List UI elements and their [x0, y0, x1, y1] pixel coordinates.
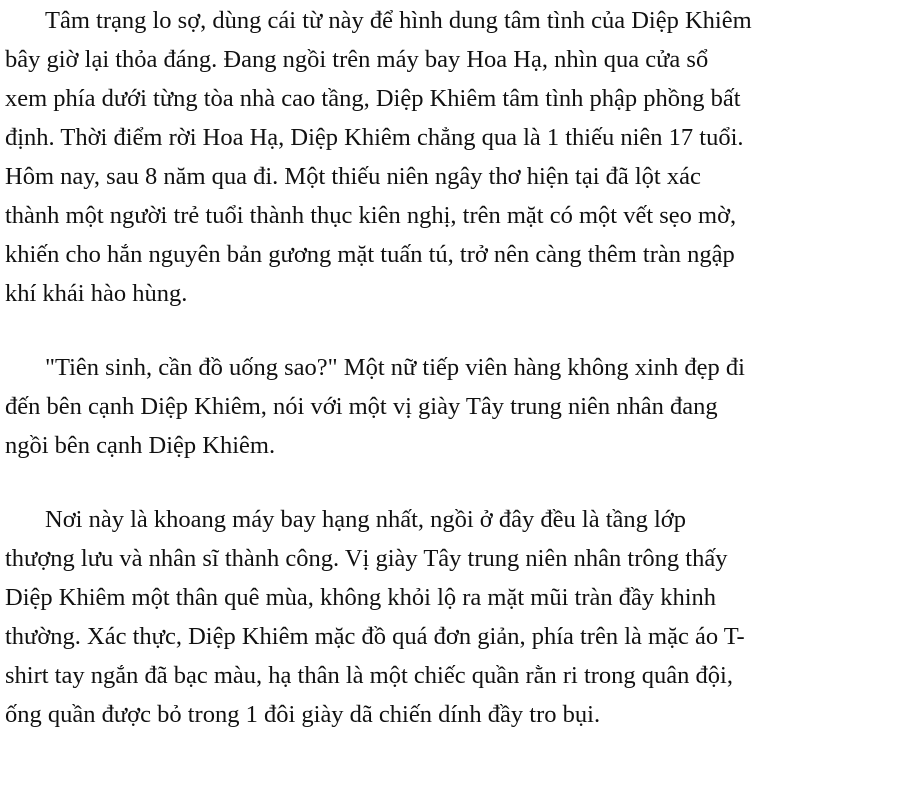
text-line: "Tiên sinh, cần đồ uống sao?" Một nữ tiếp viên hàng không xinh đẹp đi: [45, 354, 745, 381]
document-page: [5, 0, 917, 734]
paragraph-spacer: [5, 465, 917, 500]
paragraph-spacer: [5, 313, 917, 348]
text-line: ngồi bên cạnh Diệp Khiêm.: [5, 432, 276, 459]
text-line: Nơi này là khoang máy bay hạng nhất, ngồi ở đây đều là tầng lớp: [45, 506, 687, 533]
text-line: khiến cho hắn nguyên bản gương mặt tuấn tú, trở nên càng thêm tràn ngập: [5, 241, 735, 268]
text-line: định. Thời điểm rời Hoa Hạ, Diệp Khiêm chẳng qua là 1 thiếu niên 17 tuổi.: [5, 124, 744, 151]
text-line: bây giờ lại thỏa đáng. Đang ngồi trên máy bay Hoa Hạ, nhìn qua cửa sổ: [5, 46, 709, 73]
text-line: xem phía dưới từng tòa nhà cao tầng, Diệp Khiêm tâm tình phập phồng bất: [5, 85, 741, 112]
text-line: khí khái hào hùng.: [5, 280, 188, 307]
paragraph-2: [5, 348, 917, 465]
paragraph-1: [5, 0, 917, 313]
paragraph-3: [5, 500, 917, 734]
text-line: thành một người trẻ tuổi thành thục kiên nghị, trên mặt có một vết sẹo mờ,: [5, 202, 737, 229]
text-line: Diệp Khiêm một thân quê mùa, không khỏi lộ ra mặt mũi tràn đầy khinh: [5, 584, 717, 611]
text-line: ống quần được bỏ trong 1 đôi giày dã chiến dính đầy tro bụi.: [5, 701, 601, 728]
text-line: thường. Xác thực, Diệp Khiêm mặc đồ quá đơn giản, phía trên là mặc áo T-: [5, 623, 745, 650]
text-line: thượng lưu và nhân sĩ thành công. Vị giày Tây trung niên nhân trông thấy: [5, 545, 728, 572]
text-line: Tâm trạng lo sợ, dùng cái từ này để hình dung tâm tình của Diệp Khiêm: [45, 7, 752, 34]
text-line: đến bên cạnh Diệp Khiêm, nói với một vị giày Tây trung niên nhân đang: [5, 393, 718, 420]
text-line: shirt tay ngắn đã bạc màu, hạ thân là một chiếc quần rằn ri trong quân đội,: [5, 662, 733, 689]
text-line: Hôm nay, sau 8 năm qua đi. Một thiếu niên ngây thơ hiện tại đã lột xác: [5, 163, 701, 190]
